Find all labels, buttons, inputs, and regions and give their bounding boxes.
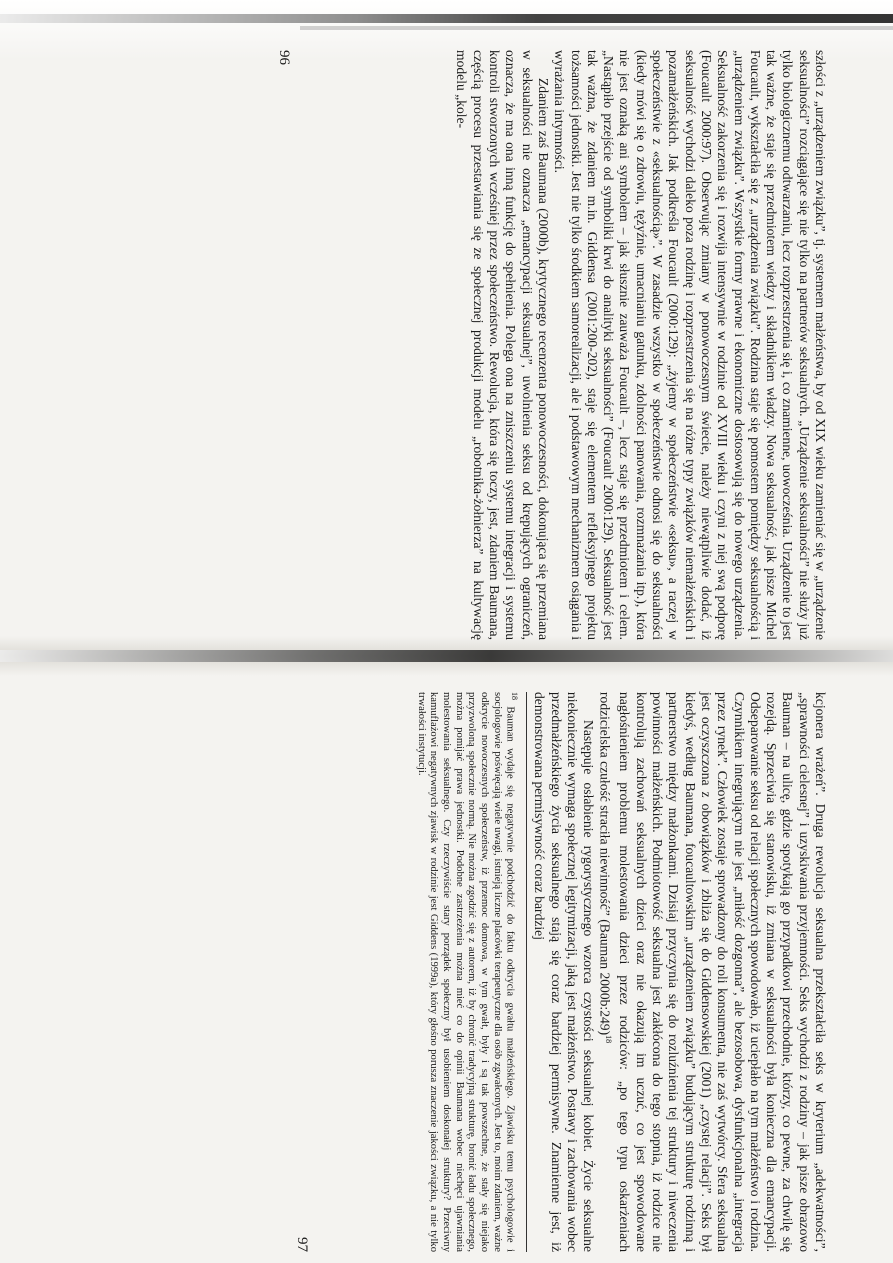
scan-edge-shadow	[0, 14, 893, 23]
footnote-text: Bauman wydaje się negatywnie podchodzić do faktu odkrycia gwałtu małżeńskiego. Zjawisku temu psychologowie i socjologowie poświęcają wiele uwagi, istnieją liczne placówki terapeutyczne dla osób zgwałconych. Jest to, moim zdaniem, ważne odkrycie nowoczesnych społeczeństw, iż przemoc domowa, w tym gwałt, były i są tak powszechne, że stały się niejako przyzwoloną społecznie normą. Nie można zgodzić się z autorem, iż by chronić tradycyjną strukturę, bronić ładu społecznego, można pomijać prawa jednostki. Podobne zastrzeżenia można mieć co do opinii Baumana wobec niechęci ujawniania molestowania seksualnego. Czy rzeczywiście stary porządek społeczny był usobieniem doskonałej struktury? Przeciwny kamuflażowi negatywnych zjawisk w rodzinie jest Giddens (1999a), który głośno porusza znaczenie jakości związku, a nie tylko trwałości instytucji.	[415, 692, 516, 1252]
paragraph: szłości z „urządzeniem związku”, tj. systemem małżeństwa, by od XIX wieku zamieniać się w „urządzenie seksualności” rozciągające się nie tylko na partnerów seksualnych. „Urządzenie seksualności” nie służy już tylko biologicznemu odtwarzaniu, lecz rozprzestrzenia się i, co znamienne, uowocześnia. Urządzenie to jest tak ważne, że staje się przedmiotem wiedzy i składnikiem władzy. Nowa seksualność, jak pisze Michel Foucault, wykształciła się z „urządzenia związku”. Rodzina staje się pomostem pomiędzy seksualnością i „urządzeniem związku”. Wszystkie formy prawne i ekonomiczne dostosowują się do nowego urządzenia. Seksualność zakorzenia się i rozwija intensywnie w rodzinie od XVIII wieku i czyni z niej swą podporę (Foucault 2000:97). Obserwując zmiany w ponowoczesnym świecie, należy niewątpliwie dodać, iż seksualność wychodzi daleko poza rodzinę i rozprzestrzenia się na różne typy związków niemałżeńskich i pozamałżeńskich. Jak podkreśla Foucault (2000:129): „żyjemy w społeczeństwie «seksu», a raczej w społeczeństwie z «seksualnością»”. W zasadzie wszystko w społeczeństwie odnosi się do seksualności (kiedy mówi się o zdrowiu, tężyźnie, umacnianiu gatunku, zdolności panowania, rozmnażania itp.), która nie jest oznaką ani symbolem – jak słusznie zauważa Foucault –, lecz staje się przedmiotem i celem. „Nastąpiło przejście od symboliki krwi do analityki seksualności” (Foucault 2000:129). Seksualność jest tak ważna, że zdaniem m.in. Giddensa (2001:200-202), staje się elementem refleksyjnego projektu tożsamości jednostki. Jest nie tylko środkiem samorealizacji, ale i podstawowym mechanizmem osiągania i wyrażania intymności.	[552, 50, 828, 640]
right-page	[288, 692, 828, 1252]
page-number: 97	[294, 1237, 310, 1252]
scan-edge-line	[300, 26, 893, 30]
footnote-reference: 18	[604, 1035, 614, 1044]
right-page-body	[531, 692, 828, 1252]
book-spine	[0, 650, 893, 662]
left-page-body	[453, 50, 828, 640]
paragraph: Zdaniem zaś Baumana (2000b), krytycznego recenzenta ponowoczesności, dokonująca się przemiana w seksualności nie oznacza „emancypacji seksualnej”, uwolnienia seksu od krępujących ograniczeń, oznacza, że ma ona inną funkcję do spełnienia. Polega ona na zniszczeniu systemu integracji i systemu kontroli stworzonych wcześniej przez społeczeństwo. Rewolucja, która się toczy, jest, zdaniem Baumana, częścią procesu przestawiania się ze społecznej produkcji modelu „robotnika-żołnierza” na kultywację modelu „kole-	[454, 50, 551, 640]
footnote	[414, 692, 527, 1252]
left-page	[268, 50, 828, 640]
paragraph	[596, 692, 828, 1252]
paragraph-text: kcjonera wrażeń”. Druga rewolucja seksualna przekształciła seks w kryterium „adekwatności”, „sprawności cielesnej” i uzyskiwania przyjemności. Seks wychodzi z rodziny – jak pisze obrazowo Bauman – na ulicę, gdzie spotykają go przypadkowi przechodnie, którzy, co pewne, za chwilę się rozejdą. Sprzeciwia się stanowisku, iż zmiana w seksualności była konieczna dla emancypacji. Odseparowanie seksu od relacji społecznych spowodowało, iż uciepłało na tym małżeństwo i rodzina. Czynnikiem integrującym nie jest „miłość dozgonna”, ale bezosobowa, dysfunkcjonalna „integracja przez rynek”. Człowiek zostaje sprowadzony do roli konsumenta, nie zaś wytwórcy. Sfera seksualna jest oczyszczona z obowiązków i zbliża się do Giddensowskiej (2001) „czystej relacji”. Seks był kiedyś, według Baumana, foucaultowskim „urządzeniem związku” budującym strukturę rodzinną i partnerstwo między małżonkami. Dzisiaj przyczynia się do rozluźnienia tej struktury i niweczenia powinności małżeńskich. Podmiotowość seksualna jest zakłócona do tego stopnia, iż rodzice nie kontrolują zachowań seksualnych dzieci oraz nie okazują im uczuć, co jest spowodowane nagłośnieniem problemu molestowania dzieci przez rodziców: „po tego typu oskarżeniach rodzicielska czułość straciła niewinność” (Bauman 2000b:249)	[597, 692, 828, 1252]
paragraph: Następuje osłabienie rygorystycznego wzorca czystości seksualnej kobiet. Życie seksualne niekoniecznie wymaga społecznej legitymizacji, jaką jest małżeństwo. Postawy i zachowania wobec przedmałżeńskiego życia seksualnego stają się coraz bardziej permisywne. Znamienne jest, iż demonstrowana permisywność coraz bardziej	[532, 692, 597, 1252]
page-number: 96	[276, 50, 292, 65]
footnote-number: 18	[510, 692, 520, 700]
